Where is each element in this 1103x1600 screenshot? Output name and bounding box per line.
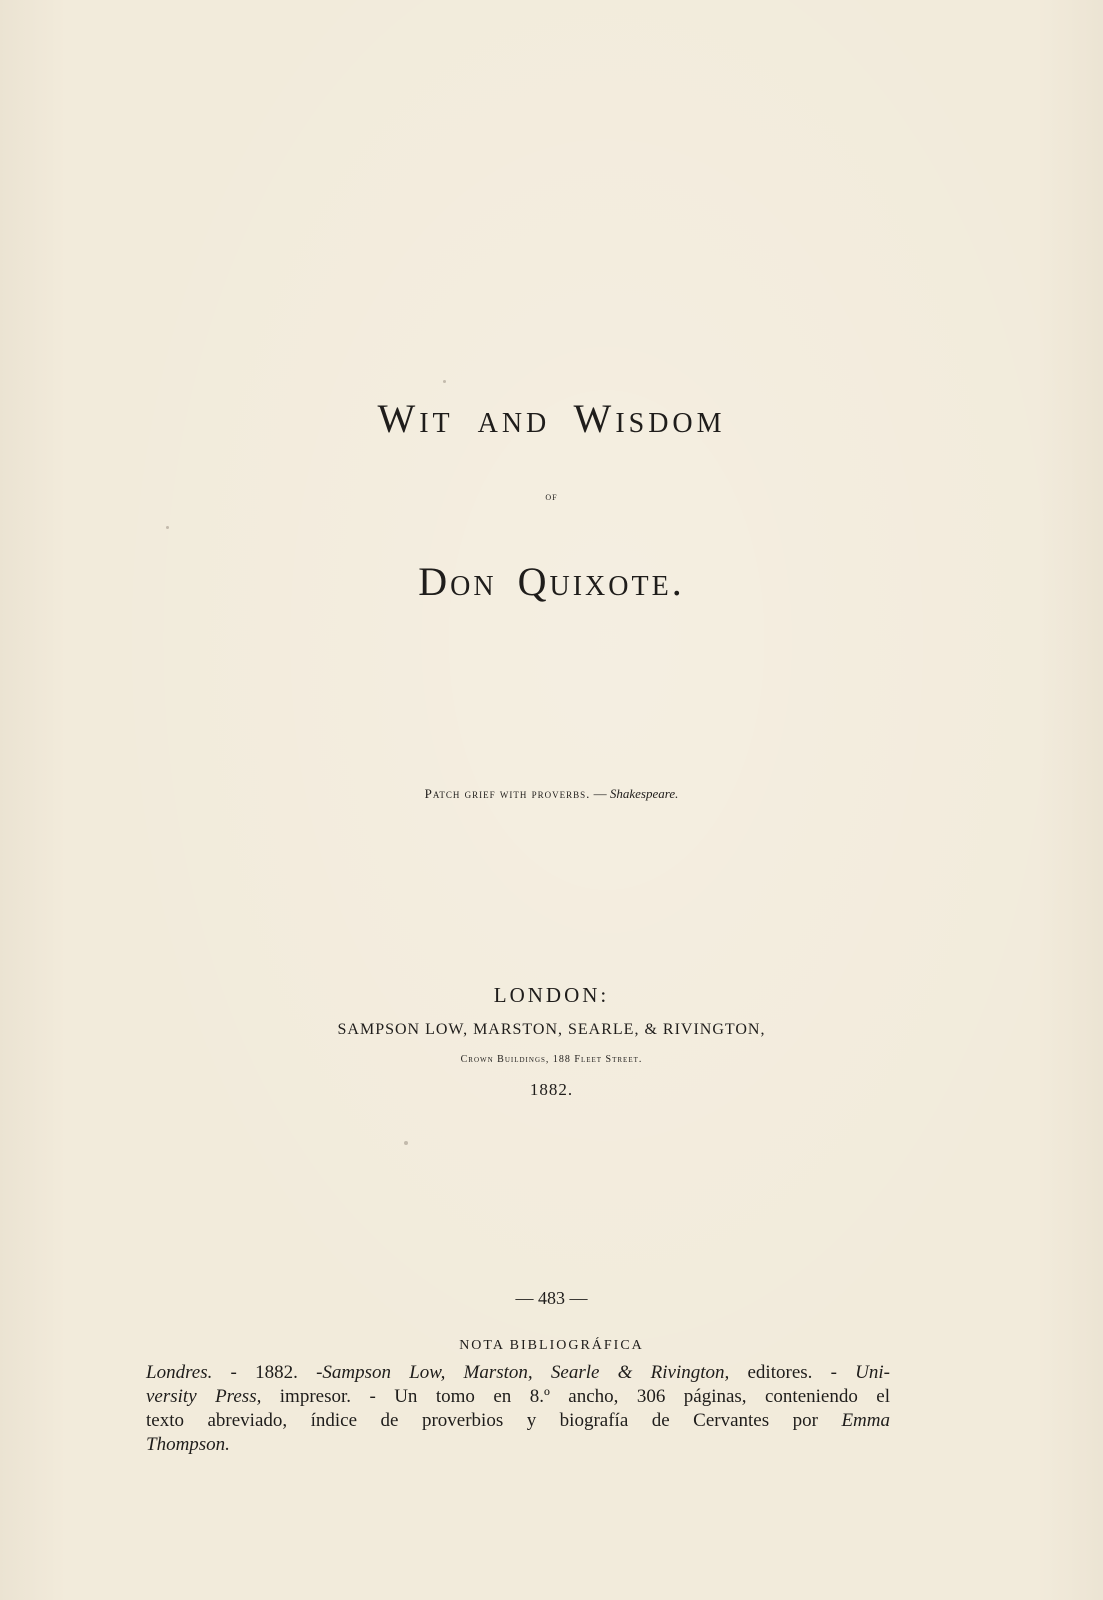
note-line-2 — [146, 1385, 890, 1409]
paper-speck — [404, 1141, 408, 1145]
epigraph — [0, 786, 1103, 802]
epigraph-text: Patch grief with proverbs. — [424, 786, 591, 801]
note-description: impresor. - Un tomo en 8.º ancho, 306 páginas, conteniendo el — [261, 1386, 890, 1407]
note-line-4 — [146, 1433, 890, 1457]
epigraph-author: Shakespeare. — [609, 786, 679, 801]
title-connector: of — [545, 489, 558, 503]
book-subtitle: Don Quixote. — [418, 559, 685, 604]
note-author-end: Thompson. — [146, 1434, 230, 1455]
note-heading: NOTA BIBLIOGRÁFICA — [459, 1338, 644, 1353]
note-editors: editores. - — [729, 1362, 856, 1383]
note-author-start: Emma — [841, 1410, 890, 1431]
note-city: Londres. — [146, 1362, 213, 1383]
note-press-start: Uni- — [855, 1362, 890, 1383]
epigraph-dash: — — [590, 786, 610, 801]
imprint-address: Crown Buildings, 188 Fleet Street. — [460, 1054, 643, 1065]
book-title: Wit and Wisdom — [377, 396, 726, 441]
note-publisher: Sampson Low, Marston, Searle & Rivington, — [322, 1362, 730, 1383]
paper-speck — [166, 526, 169, 529]
note-contents: texto abreviado, índice de proverbios y biografía de Cervantes por — [146, 1410, 842, 1431]
note-line-3 — [146, 1409, 890, 1433]
page-number: — 483 — — [515, 1288, 588, 1308]
note-year: - 1882. - — [212, 1362, 323, 1383]
note-press-end: versity Press, — [146, 1386, 262, 1407]
imprint-publisher: SAMPSON LOW, MARSTON, SEARLE, & RIVINGTON, — [337, 1021, 766, 1038]
imprint-year: 1882. — [529, 1080, 574, 1099]
paper-speck — [443, 380, 446, 383]
note-line-1 — [146, 1361, 890, 1385]
imprint-city: LONDON: — [493, 983, 610, 1007]
bibliographic-note — [146, 1361, 890, 1457]
